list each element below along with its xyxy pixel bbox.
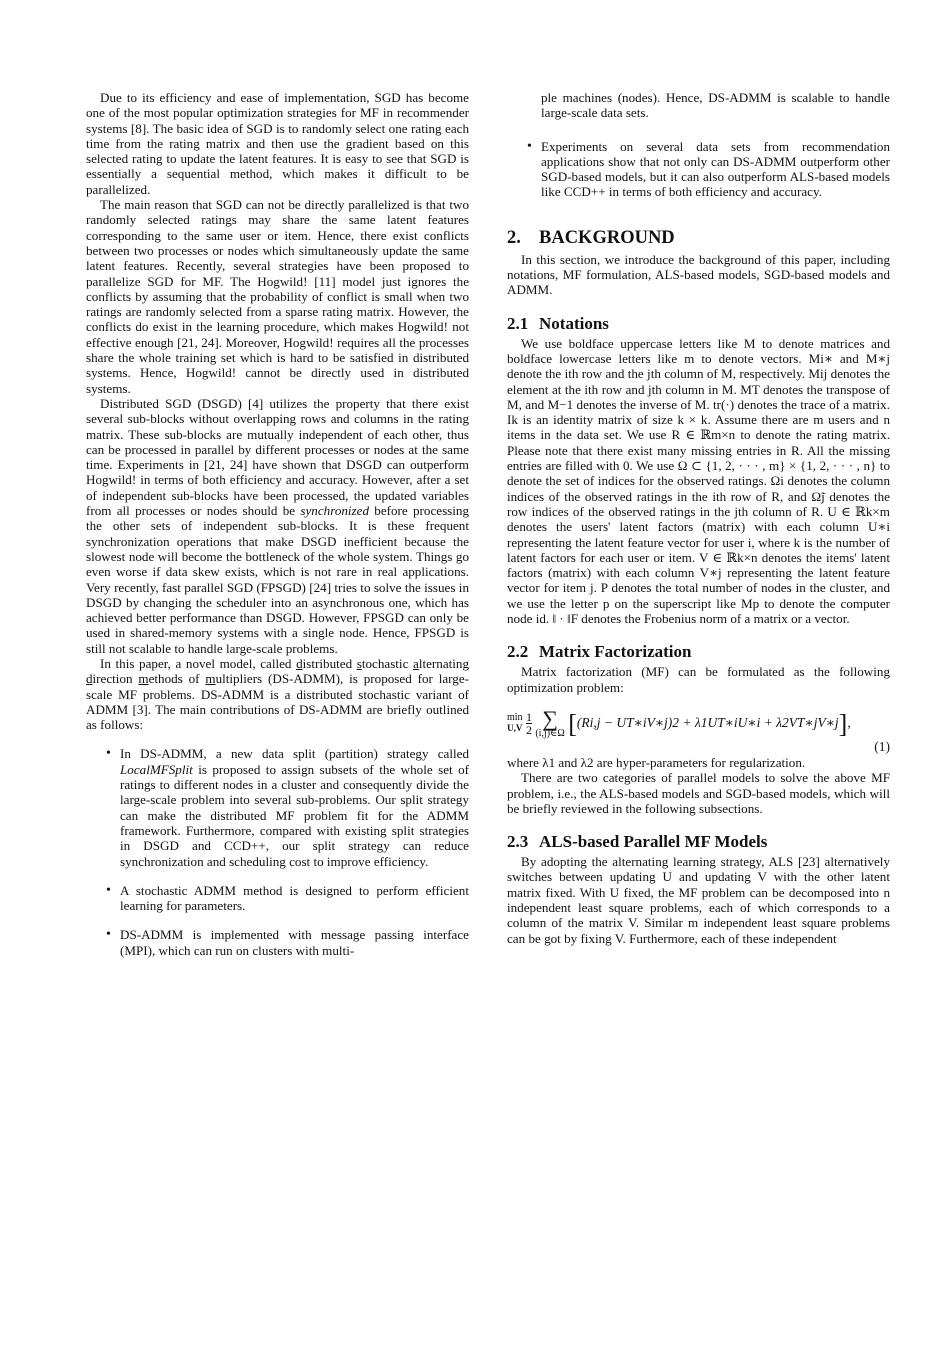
equation-mf-objective: min $U,V \frac{1}{2}$ ∑ (i,j)∈Ω [(Ri,j − UT∗iV∗j)2 + λ1UT∗iU∗i + λ2VT∗jV∗j], (1) — [507, 705, 890, 754]
paragraph-continued: ple machines (nodes). Hence, DS-ADMM is scalable to handle large-scale data sets. — [541, 90, 890, 121]
paragraph-where: where λ1 and λ2 are hyper-parameters for regularization. — [507, 754, 806, 770]
section-heading-background: 2. BACKGROUND — [507, 227, 675, 248]
equation-body: (Ri,j − UT∗iV∗j)2 + λ1UT∗iU∗i + λ2VT∗jV∗j — [576, 715, 839, 730]
paragraph-notations: We use boldface uppercase letters like M to denote matrices and boldface lowercase letters like m to denote vectors. Mi∗ and M∗j denote the ith row and the jth column of M, respectively. Mij denotes the element at the ith row and jth column in M. MT denotes the transpose of M, and M−1 denotes the inverse of M. tr(·) denotes the trace of a matrix. Ik is an identity matrix of size k × k. Assume there are m users and n items in the data set. We use R ∈ ℝm×n to denote the rating matrix. Please note that there exist many missing entries in R. All the missing entries are filled with 0. We use Ω ⊂ {1, 2, · · · , m} × {1, 2, · · · , n} to denote the set of indices for the observed ratings. Ωi denotes the column indices of the observed ratings in the ith row of R, and Ω̃j denotes the row indices of the observed ratings in the jth column of R. U ∈ ℝk×m denotes the users' latent factors (matrix) with each column U∗i representing the latent feature vector for user i, where k is the number of latent factors for each user or item. V ∈ ℝk×n denotes the items' latent factors (matrix) with each column V∗j representing the latent feature vector for item j. P denotes the total number of nodes in the cluster, and we use the letter p on the superscript like Mp to denote the computer node id. ‖ · ‖F denotes the Frobenius norm of a matrix or a vector. — [507, 335, 890, 627]
list-item: • A stochastic ADMM method is designed to perform efficient learning for parameters. — [86, 883, 469, 914]
subsection-heading-notations: 2.1 Notations — [507, 313, 609, 333]
paragraph-als: By adopting the alternating learning strategy, ALS [23] alternatively switches between updating U and updating V with the other latent matrix fixed. With U fixed, the MF problem can be decomposed into n independent least square problems, each of which corresponds to a column of the matrix V. Similar m independent least square problems can be got by fixing V. Furthermore, each of these independent — [507, 854, 890, 946]
list-item: • In DS-ADMM, a new data split (partition) strategy called LocalMFSplit is proposed to assign subsets of the whole set of ratings to different nodes in a cluster and consequently divide the large-scale problem into several sub-problems. Our split strategy can make the distributed MF problem fit for the ADMM framework. Furthermore, compared with existing split strategies in DSGD and CCD++, our split strategy can reduce synchronization and scheduling cost to improve efficiency. — [86, 746, 469, 868]
paragraph-sgd-intro: Due to its efficiency and ease of implementation, SGD has become one of the most popular optimization strategies for MF in recommender systems [8]. The basic idea of SGD is to randomly select one rating each time from the rating matrix and then use the gradient based on this selected rating to update the latent features. It is easy to see that SGD is essentially a sequential method, which makes it difficult to be parallelized. — [86, 90, 469, 197]
equation-sum: ∑ (i,j)∈Ω — [535, 705, 565, 739]
subsection-heading-als: 2.3 ALS-based Parallel MF Models — [507, 832, 768, 852]
subsection-heading-mf: 2.2 Matrix Factorization — [507, 642, 692, 662]
list-item: • Experiments on several data sets from recommendation applications show that not only can DS-ADMM outperform other SGD-based models, but it can also outperform ALS-based models like CCD++ in terms of both efficiency and accuracy. — [507, 139, 890, 200]
paragraph-sgd-parallel: The main reason that SGD can not be directly parallelized is that two randomly selected ratings may share the same latent features corresponding to the same user or item. Hence, there exist conflicts between two processes or nodes which simultaneously update the same latent features. Recently, several strategies have been proposed to parallelize SGD for MF. The Hogwild! [11] model just ignores the conflicts by assuming that the probability of conflict is small when two ratings are randomly selected from a sparse rating matrix. However, the conflicts do exist in the learning procedure, which makes Hogwild! not effective enough [21, 24]. Moreover, Hogwild! requires all the processes share the whole training set which is hard to be satisfied in distributed systems. Hence, Hogwild! cannot be directly used in distributed systems. — [86, 197, 469, 396]
contributions-list — [86, 746, 469, 958]
equation-number: (1) — [874, 738, 890, 754]
equation-min: min U,V — [507, 712, 523, 734]
equation-fraction: $\frac{1}{2}$ — [525, 710, 532, 738]
paragraph-ds-admm: In this paper, a novel model, called distributed stochastic alternating direction methods of multipliers (DS-ADMM), is proposed for large-scale MF problems. DS-ADMM is a distributed stochastic variant of ADMM [3]. The main contributions of DS-ADMM are briefly outlined as follows: — [86, 655, 470, 733]
paragraph-two-categories: There are two categories of parallel models to solve the above MF problem, i.e., the ALS-based models and SGD-based models, which will be briefly reviewed in the following subsections. — [507, 770, 890, 816]
paragraph-background: In this section, we introduce the background of this paper, including notations, MF formulation, ALS-based models, SGD-based models and ADMM. — [507, 251, 890, 298]
list-item: • DS-ADMM is implemented with message passing interface (MPI), which can run on clusters with multi- — [86, 927, 469, 958]
paragraph-mf: Matrix factorization (MF) can be formulated as the following optimization problem: — [507, 664, 890, 695]
right-column — [507, 90, 890, 946]
emphasis-synchronized: synchronized — [300, 503, 369, 519]
left-column — [86, 90, 469, 958]
contributions-list-continued — [507, 139, 890, 200]
emphasis-localmfsplit: LocalMFSplit — [120, 761, 193, 777]
paragraph-dsgd: Distributed SGD (DSGD) [4] utilizes the property that there exist several sub-blocks without overlapping rows and columns in the rating matrix. These sub-blocks are mutually independent of each other, thus can be processed in parallel by different processes or nodes at the same time. Experiments in [21, 24] have shown that DSGD can outperform Hogwild! in terms of both efficiency and accuracy. However, after a set of independent sub-blocks have been processed, the updated variables from all processes or nodes should be synchronized before processing the other sets of independent sub-blocks. It is these frequent synchronization operations that make DSGD inefficient because the slowest node will become the bottleneck of the whole system. Things go even worse if data skew exists, which is not rare in real applications. Very recently, fast parallel SGD (FPSGD) [24] tries to solve the issues in DSGD by changing the scheduler into an asynchronous one, which has achieved better performance than DSGD. However, FPSGD can only be used in shared-memory systems with a single node. Hence, FPSGD is still not scalable to handle large-scale problems. — [86, 395, 469, 656]
